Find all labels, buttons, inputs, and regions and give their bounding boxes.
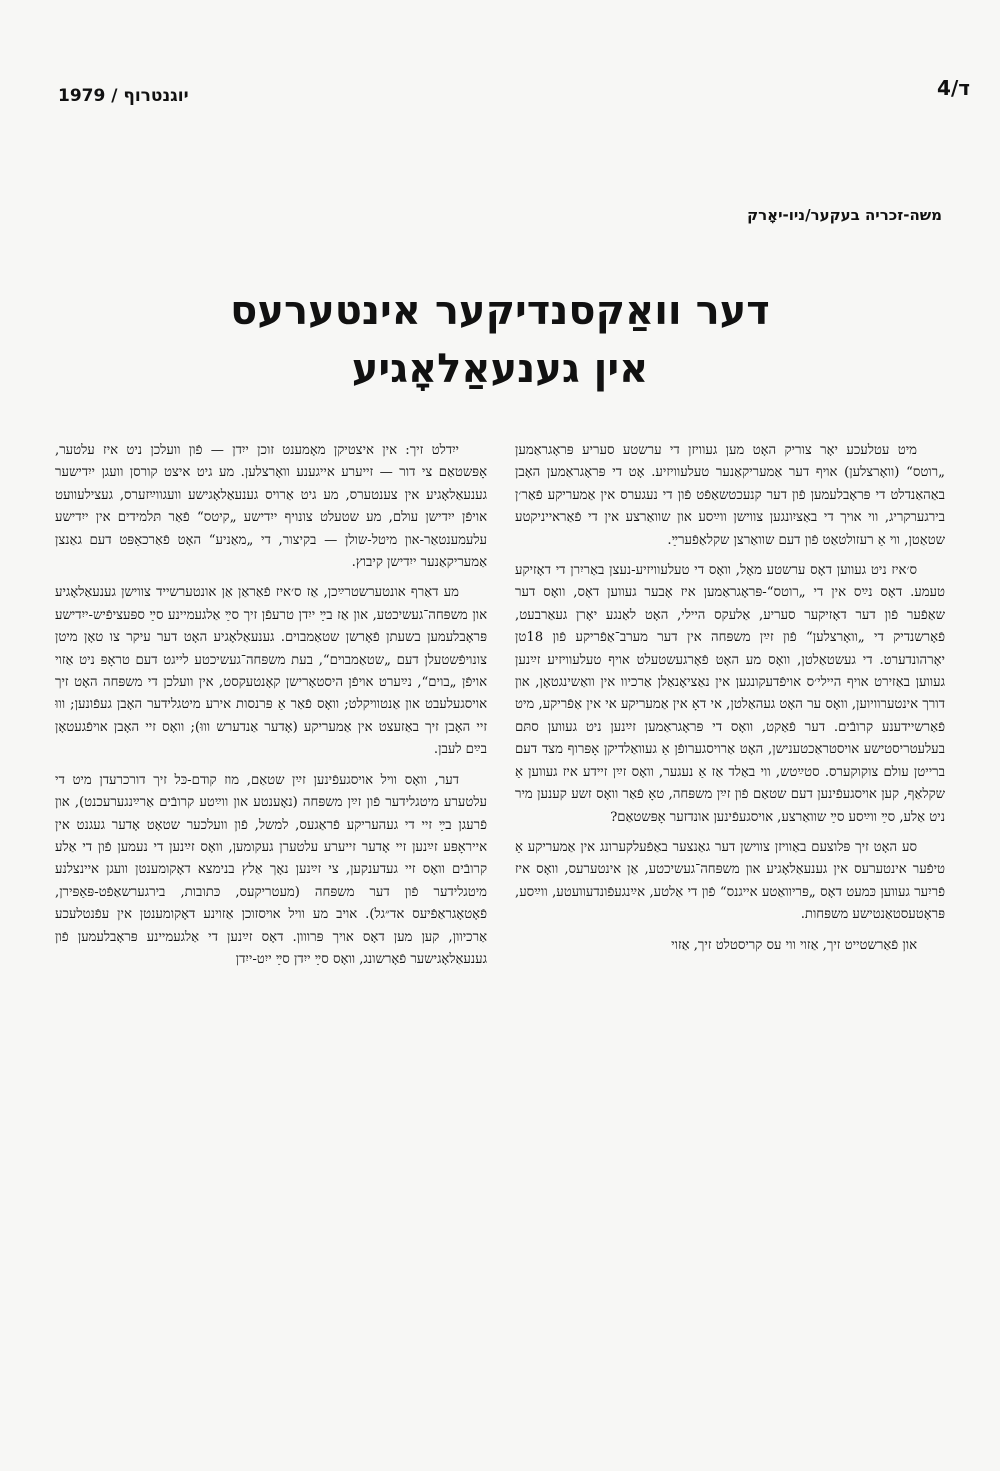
paragraph: ייִדלט זיך: אין איצטיקן מאָמענט זוכן ייִדן — פֿון וועלכן ניט איז עלטער, אָפּשטאַם צי דור — זייערע אייגענע וואָרצלען. מע גיט איצט קורסן וועגן ייִדישער גענעאַלאָגיע אין צענטערס, מע גיט אַרויס גענעאַלאָגישע וועגווײַזערס, געצילעוועט אויפֿן ייִדישן עולם, מע שטעלט צונויף ייִדישע „קיטס“ פֿאַר תּלמידים אין ייִדישע עלעמענטאַר-און מיטל-שולן — בקיצור, די „מאַניע“ האָט פֿאַרכאַפּט דעם גאַנצן אַמעריקאַנער ייִדישן קיבוץ. — [55, 443, 487, 571]
paragraph: מע דאַרף אונטערשטרײַכן, אַז ס׳איז פֿאַראַן אַן אונטערשייד צווישן גענעאַלאָגיע און משפּחה־געשיכטע, און אַז בײַ ייִדן טרעפֿן זיך סײַ אַלגעמיינע סײַ ספּעציפֿיש-ייִדישע פּראָבלעמען בשעתן פֿאָרשן שטאַמבוים. גענעאַלאָגיע האָט דער עיקר צו טאָן מיטן צונויפֿשטעלן דעם „שטאַמבוים“, בעת משפּחה־געשיכטע לייגט דעם טראָפּ ניט אַזוי אויפֿן „בוים“, נײַערט אויפֿן היסטאָרישן קאָנטעקסט, אין וועלכן די משפּחה האָט זיך אויסגעלעבט און אַנטוויקלט; וואָס פֿאַר אַ פּרנסות אירע מיטגלידער האָבן געפֿונען; וווּ זיי האָבן זיך באַזעצט אין אַמעריקע (אָדער אַנדערש וווּ); וואָס זיי האָבן אויפֿגעטאָן בײַם לעבן. — [55, 585, 487, 758]
article-title — [150, 282, 850, 398]
paragraph: מיט עטלעכע יאָר צוריק האָט מען געוויזן די ערשטע סעריע פּראָגראַמען „רוטס“ (וואָרצלען) אויף דער אַמעריקאַנער טעלעוויזיע. אָט די פּראָגראַמען האָבן באַהאַנדלט די פּראָבלעמען פֿון דער קנעכטשאַפֿט פֿון די נעגערס אין אַמעריקע פֿאַר׳ן בירגערקריג, ווי אויך די באַציִונגען צווישן ווײַסע און שוואַרצע אין די פֿאַראייניקטע שטאַטן, ווי אַ רעזולטאַט פֿון דעם שוואַרצן שקלאַפֿערײַ. — [515, 443, 945, 548]
article-column-left — [55, 440, 487, 1440]
article-column-right — [515, 440, 945, 1440]
author-byline: משה-זכריה בעקער/ניו-יאָרק — [747, 206, 942, 224]
page-number: ד/4 — [937, 76, 970, 100]
issue-date: יוגנטרוף / 1979 — [58, 86, 189, 106]
paragraph: סע האָט זיך פּלוצעם באַוויזן צווישן דער גאַנצער באַפֿעלקערונג אין אַמעריקע אַ טיפֿער אינטערעס אין גענעאַלאָגיע און משפּחה־געשיכטע, אַן אינטערעס, וואָס איז פֿריִער געווען כּמעט דאָס „פּריוואַטע אייגנס“ פֿון די אַלטע, אײַנגעפֿונדעוועטע, ווײַסע, פּראָטעסטאַנטישע משפּחות. — [515, 839, 945, 923]
title-line: דער וואַקסנדיקער אינטערעס — [230, 288, 770, 334]
paragraph: דער, וואָס וויל אויסגעפֿינען זײַן שטאַם, מוז קודם-כּל זיך דורכרעדן מיט די עלטערע מיטגלידער פֿון זײַן משפּחה (נאָענטע און ווײַטע קרובֿים אַרײַנגערעכנט), און פֿרעגן בײַ זיי די געהעריקע פֿראַגעס, למשל, פֿון וועלכער שטאָט אָדער געגנט אין אייראָפּע זײַנען זיי אָדער זייערע עלטערן געקומען, וואָס זײַנען די נעמען פֿון די אַלע קרובֿים וואָס זיי געדענקען, צי זײַנען נאָך אַלץ בנימצא דאָקומענטן וועגן איינצלנע מיטגלידער פֿון דער משפּחה (מעטריקעס, כּתובות, בירגערשאַפֿט-פּאַפּירן, פֿאָטאָגראַפֿיעס אד״גל). אויב מע וויל אויסזוכן אַזוינע דאָקומענטן אין עפֿנטלעכע אַרכיוון, קען מען דאָס אויך פּרווון. דאָס זײַנען די אַלגעמיינע פּראָבלעמען פֿון גענעאַלאָגישער פֿאָרשונג, וואָס סײַ ייִדן סײַ ייִט-ייִדן — [55, 772, 487, 967]
title-line: אין גענעאַלאָגיע — [351, 346, 649, 392]
paragraph: ס׳איז ניט געווען דאָס ערשטע מאָל, וואָס די טעלעוויזיע-נעצן באַריִרן די דאָזיקע טעמע. דאָס נײַס אין די „רוטס“-פּראָגראַמען איז אָבער געווען דאָס, וואָס דער שאַפֿער פֿון דער דאָזיקער סעריע, אַלעקס היילי, האָט לאַנגע יאָרן געאַרבעט, פֿאָרשנדיק די „וואָרצלען“ פֿון זײַן משפּחה אין דער מערב־אַפֿריקע פֿון 18טן יאָרהונדערט. די געשטאַלטן, וואָס מע האָט פֿאָרגעשטעלט אויף טעלעוויזיע זײַנען געווען באַזירט אויף היילי׳ס אויפֿדעקונגען אין נאַציאָנאַלן אַרכיוו אין וואַשינגטאָן, און דורך אינטערוויוען, וואָס ער האָט געהאַלטן, אי דאָ אין אַמעריקע אי אין אַפֿריקע, מיט פֿאַרשיידענע קרובֿים. דער פֿאַקט, וואָס די פּראָגראַמען זײַנען ניט געווען סתּם בעלעטריסטישע אויסטראַכטענישן, האָט אַרויסגערופֿן אַ געוואַלדיקן אָפּרוף מצד דעם ברייטן עולם צוקוקערס. סטײַטש, ווי באַלד אַז אַ נעגער, וואָס זײַן זיידע איז געווען אַ שקלאַף, קען אויסגעפֿינען דעם שטאַם פֿון זײַן משפּחה, טאָ פֿאַר וואָס זשע קענען מיר ניט אַלע, סײַ ווײַסע סײַ שוואַרצע, אויסגעפֿינען אונדזער אָפּשטאַם? — [515, 563, 945, 825]
paragraph: און פֿאַרשטייט זיך, אַזוי ווי עס קריסטלט זיך, אַזוי — [671, 937, 917, 953]
